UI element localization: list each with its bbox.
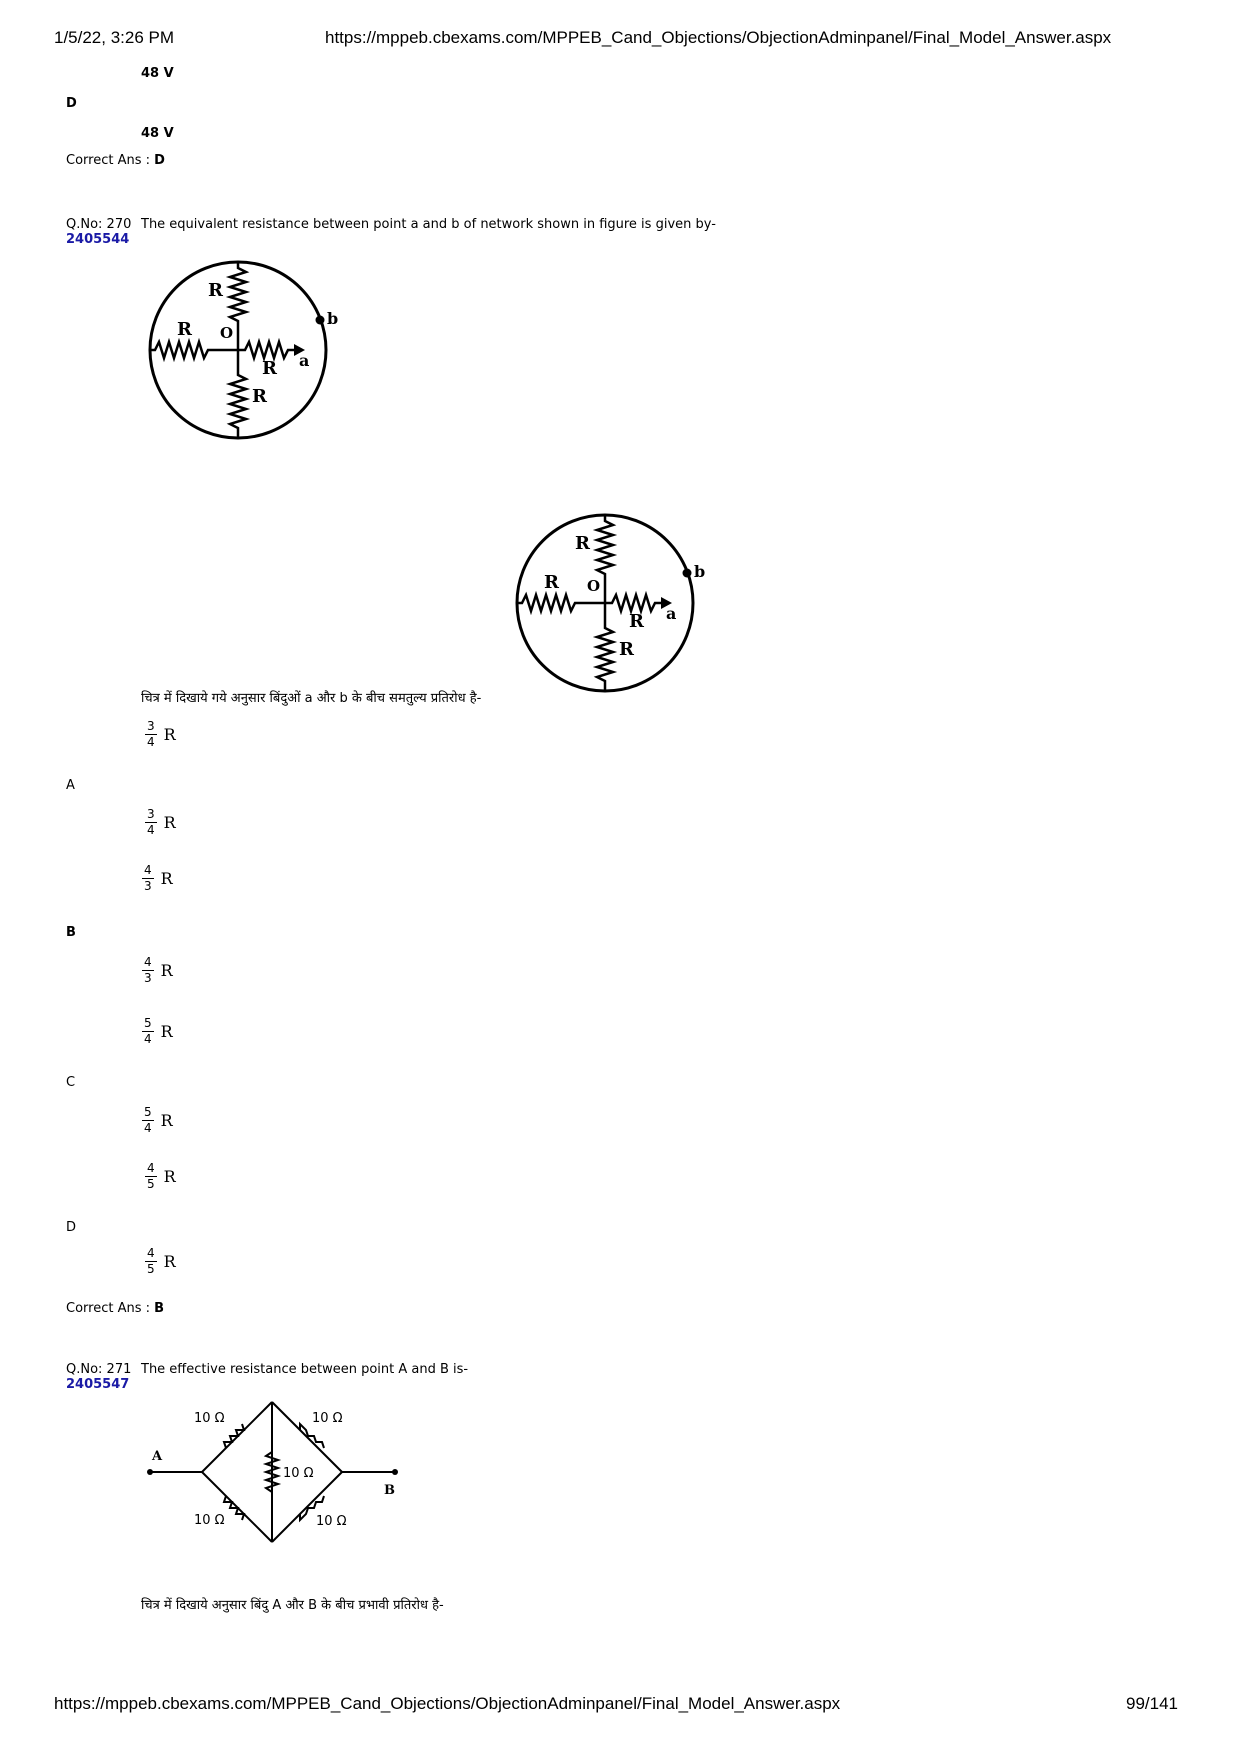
fraction-denominator: 5 (147, 1177, 155, 1191)
fraction-denominator: 4 (147, 823, 155, 837)
label-b: B (384, 1483, 395, 1498)
label-a: A (152, 1449, 163, 1464)
fraction-numerator: 5 (144, 1016, 152, 1030)
q270-option-d-hi (145, 1247, 176, 1276)
prev-option-d-value: 48 V (141, 126, 174, 141)
q270-option-c-hi (142, 1106, 173, 1135)
fraction-variable: R (163, 1167, 176, 1186)
label-resistor-top-right: 10 Ω (312, 1411, 343, 1426)
q270-number: Q.No: 270 (66, 217, 132, 232)
q270-option-c-en (142, 1017, 173, 1046)
correct-value: D (154, 153, 165, 168)
q270-option-b-en (142, 864, 173, 893)
q270-option-b-letter: B (66, 925, 76, 940)
fraction-numerator: 4 (147, 1246, 155, 1260)
fraction-variable: R (160, 1022, 173, 1041)
fraction-numerator: 4 (144, 863, 152, 877)
q270-option-a-en (145, 720, 176, 749)
correct-label: Correct Ans : (66, 1301, 150, 1316)
label-resistor-top-left: 10 Ω (194, 1411, 225, 1426)
prev-option-c-value: 48 V (141, 66, 174, 81)
fraction-variable: R (160, 869, 173, 888)
q271-id: 2405547 (66, 1377, 130, 1392)
q270-correct-answer (66, 1301, 164, 1316)
label-a: a (299, 351, 310, 370)
q270-circuit-figure-hi (512, 511, 712, 701)
q270-circuit-figure-en (145, 258, 345, 448)
correct-label: Correct Ans : (66, 153, 150, 168)
fraction-denominator: 5 (147, 1262, 155, 1276)
fraction-denominator: 4 (147, 735, 155, 749)
label-r-top: R (575, 533, 590, 554)
fraction-variable: R (160, 1111, 173, 1130)
q271-bridge-circuit-figure (140, 1390, 410, 1550)
q270-id: 2405544 (66, 232, 130, 247)
prev-option-d-letter: D (66, 96, 77, 111)
fraction-denominator: 3 (144, 971, 152, 985)
q270-option-a-letter: A (66, 778, 75, 793)
label-r-top: R (208, 280, 223, 301)
q270-option-b-hi (142, 956, 173, 985)
q270-option-c-letter: C (66, 1075, 76, 1090)
label-r-bottom: R (619, 639, 634, 660)
q270-option-a-hi (145, 808, 176, 837)
footer-url: https://mppeb.cbexams.com/MPPEB_Cand_Objections/ObjectionAdminpanel/Final_Model_Answer.aspx (54, 1694, 841, 1713)
label-r-left: R (177, 319, 192, 340)
label-o: O (220, 324, 234, 342)
print-url: https://mppeb.cbexams.com/MPPEB_Cand_Objections/ObjectionAdminpanel/Final_Model_Answer.aspx (325, 28, 1112, 47)
fraction-denominator: 4 (144, 1032, 152, 1046)
q270-question-hi: चित्र में दिखाये गये अनुसार बिंदुओं a और b के बीच समतुल्य प्रतिरोध है- (141, 691, 482, 706)
q271-question-en: The effective resistance between point A and B is- (141, 1362, 469, 1377)
q270-option-d-en (145, 1162, 176, 1191)
q270-question-en: The equivalent resistance between point a and b of network shown in figure is given by- (141, 217, 716, 232)
fraction-numerator: 5 (144, 1105, 152, 1119)
label-r-right: R (629, 611, 644, 632)
fraction-variable: R (163, 1252, 176, 1271)
correct-value: B (154, 1301, 165, 1316)
fraction-denominator: 3 (144, 879, 152, 893)
label-r-bottom: R (252, 386, 267, 407)
label-resistor-bottom-left: 10 Ω (194, 1513, 225, 1528)
fraction-numerator: 3 (147, 807, 155, 821)
fraction-variable: R (160, 961, 173, 980)
fraction-numerator: 4 (144, 955, 152, 969)
label-r-left: R (544, 572, 559, 593)
label-b: b (327, 309, 339, 328)
q270-option-d-letter: D (66, 1220, 77, 1235)
label-b: b (694, 562, 706, 581)
q271-number: Q.No: 271 (66, 1362, 132, 1377)
fraction-variable: R (163, 813, 176, 832)
fraction-denominator: 4 (144, 1121, 152, 1135)
fraction-numerator: 3 (147, 719, 155, 733)
print-datetime: 1/5/22, 3:26 PM (54, 28, 175, 47)
q271-question-hi: चित्र में दिखाये अनुसार बिंदु A और B के बीच प्रभावी प्रतिरोध है- (141, 1598, 444, 1613)
label-a: a (666, 604, 677, 623)
label-resistor-bottom-right: 10 Ω (316, 1514, 347, 1529)
fraction-numerator: 4 (147, 1161, 155, 1175)
prev-correct-answer (66, 153, 165, 168)
label-resistor-middle: 10 Ω (283, 1466, 314, 1481)
footer-page-number: 99/141 (1126, 1694, 1178, 1713)
label-r-right: R (262, 358, 277, 379)
label-o: O (587, 577, 601, 595)
fraction-variable: R (163, 725, 176, 744)
